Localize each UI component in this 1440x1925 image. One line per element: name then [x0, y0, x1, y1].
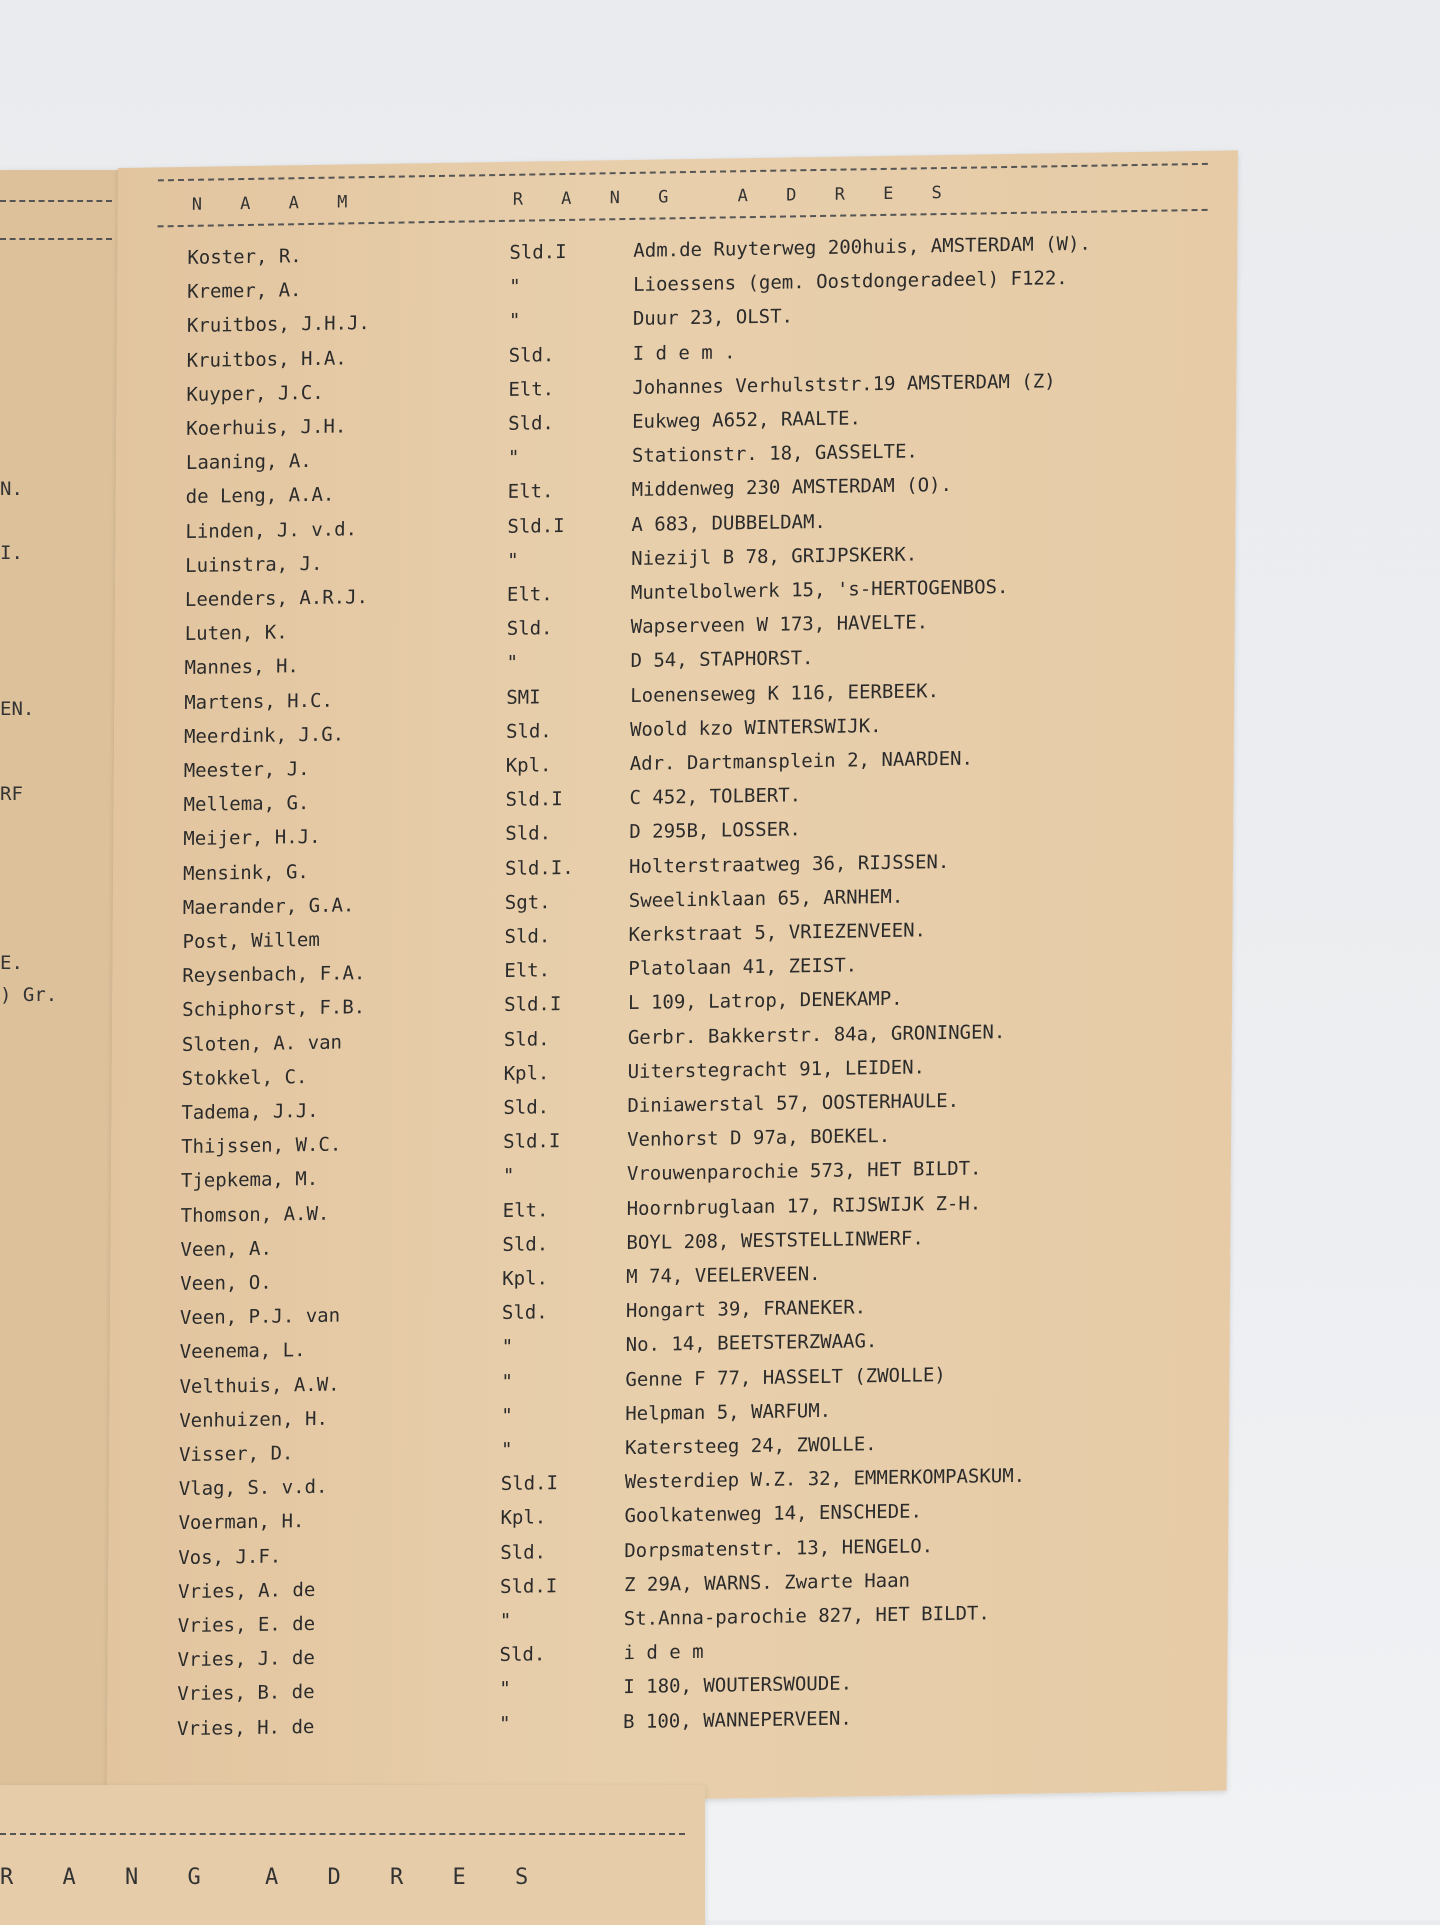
rank-cell: " [508, 310, 521, 333]
address-cell: Duur 23, OLST. [632, 305, 794, 331]
address-cell: M 74, VEELERVEEN. [626, 1262, 821, 1289]
address-cell: Z 29A, WARNS. Zwarte Haan [623, 1569, 911, 1596]
address-cell: Platolaan 41, ZEIST. [628, 954, 858, 981]
address-cell: C 452, TOLBERT. [629, 784, 802, 810]
address-cell: Adr. Dartmansplein 2, NAARDEN. [629, 747, 974, 775]
address-cell: Holterstraatweg 36, RIJSSEN. [628, 850, 950, 878]
rank-cell: " [501, 1336, 514, 1359]
address-cell: Adm.de Ruyterweg 200huis, AMSTERDAM (W). [633, 232, 1091, 262]
rank-cell: " [506, 652, 519, 675]
address-cell: D 54, STAPHORST. [630, 647, 814, 673]
address-cell: Hoornbruglaan 17, RIJSWIJK Z-H. [626, 1192, 982, 1220]
address-cell: St.Anna-parochie 827, HET BILDT. [623, 1602, 990, 1631]
left-paper-sheet [0, 170, 122, 1810]
rank-cell: Sld.I [504, 993, 562, 1017]
rank-cell: " [501, 1370, 514, 1393]
rank-cell: Sld. [505, 719, 552, 743]
address-cell: I d e m . [632, 340, 736, 365]
name-cell: Kremer, A. [187, 279, 302, 304]
name-cell: Martens, H.C. [184, 689, 334, 714]
address-cell: Katersteeg 24, ZWOLLE. [624, 1433, 877, 1460]
left-fragment: E. [0, 952, 23, 974]
name-cell: Vries, H. de [177, 1715, 315, 1740]
name-cell: Visser, D. [178, 1442, 294, 1467]
address-cell: Loenenseweg K 116, EERBEEK. [630, 679, 940, 707]
name-cell: Vries, B. de [177, 1681, 315, 1706]
rank-cell: Sld.I [499, 1574, 558, 1598]
left-fragment: ) Gr. [0, 984, 58, 1006]
address-cell: Dorpsmatenstr. 13, HENGELO. [624, 1534, 934, 1562]
name-cell: Meijer, H.J. [183, 826, 321, 851]
name-cell: de Leng, A.A. [185, 483, 335, 509]
rank-cell: Sld. [504, 925, 551, 948]
main-paper-sheet [107, 150, 1238, 1808]
rank-cell: Sld. [506, 617, 553, 641]
name-cell: Kruitbos, H.A. [186, 347, 347, 372]
left-fragment: RF [0, 783, 23, 805]
rank-cell: Kpl. [503, 1062, 550, 1085]
rank-cell: Sld. [499, 1643, 546, 1667]
name-cell: Stokkel, C. [181, 1065, 308, 1090]
rank-cell: Sld. [500, 1540, 547, 1564]
address-cell: B 100, WANNEPERVEEN. [623, 1707, 852, 1733]
address-cell: I 180, WOUTERSWOUDE. [623, 1672, 853, 1699]
left-sheet-rule-2 [0, 238, 112, 240]
rank-cell: " [507, 549, 519, 572]
name-cell: Luinstra, J. [185, 552, 323, 577]
address-cell: BOYL 208, WESTSTELLINWERF. [626, 1227, 924, 1254]
name-cell: Sloten, A. van [181, 1031, 343, 1056]
name-cell: Kuyper, J.C. [186, 381, 324, 406]
name-cell: Mensink, G. [182, 860, 309, 885]
address-cell: D 295B, LOSSER. [629, 818, 801, 844]
address-cell: Stationstr. 18, GASSELTE. [631, 440, 918, 468]
name-cell: Reysenbach, F.A. [182, 962, 366, 988]
name-cell: Mannes, H. [184, 655, 299, 680]
name-cell: Vries, J. de [177, 1647, 315, 1672]
name-cell: Veen, P.J. van [179, 1304, 341, 1330]
address-cell: No. 14, BEETSTERZWAAG. [625, 1330, 878, 1357]
rank-cell: Elt. [507, 480, 554, 504]
rank-cell: Elt. [504, 959, 551, 983]
header-naam: N A A M [191, 192, 362, 215]
address-cell: A 683, DUBBELDAM. [631, 510, 826, 536]
name-cell: Luten, K. [184, 621, 288, 646]
rank-cell: Sld.I [503, 1130, 561, 1154]
rank-cell: Elt. [502, 1198, 549, 1222]
left-sheet-rule [0, 200, 112, 202]
name-cell: Thomson, A.W. [180, 1202, 330, 1227]
rank-cell: Sld. [508, 343, 555, 367]
name-cell: Koster, R. [187, 245, 302, 269]
name-cell: Tjepkema, M. [180, 1168, 319, 1193]
name-cell: Meester, J. [183, 758, 310, 782]
name-cell: Linden, J. v.d. [185, 517, 358, 543]
address-cell: L 109, Latrop, DENEKAMP. [628, 988, 903, 1015]
address-cell: Goolkatenweg 14, ENSCHEDE. [624, 1500, 923, 1528]
name-cell: Post, Willem [182, 928, 320, 954]
name-cell: Maerander, G.A. [182, 894, 355, 919]
rank-cell: Elt. [506, 583, 553, 606]
address-cell: Gerbr. Bakkerstr. 84a, GRONINGEN. [627, 1020, 1006, 1049]
address-cell: Diniawerstal 57, OOSTERHAULE. [627, 1089, 960, 1118]
address-cell: Hongart 39, FRANEKER. [625, 1296, 867, 1323]
rank-cell: " [499, 1712, 511, 1735]
header-adres: A D R E S [737, 182, 956, 207]
rank-cell: Sld.I [500, 1472, 559, 1496]
rank-cell: Sld.I [507, 514, 565, 538]
rank-cell: " [501, 1404, 513, 1427]
name-cell: Vries, E. de [177, 1612, 316, 1638]
rank-cell: Sld. [503, 1096, 550, 1119]
bottom-rule [0, 1833, 685, 1835]
name-cell: Veen, A. [180, 1237, 273, 1261]
top-rule [158, 163, 1208, 181]
name-cell: Voerman, H. [178, 1510, 305, 1535]
name-cell: Vlag, S. v.d. [178, 1475, 328, 1501]
rank-cell: Kpl. [502, 1267, 549, 1290]
rank-cell: " [499, 1678, 511, 1701]
name-cell: Venhuizen, H. [179, 1407, 329, 1432]
header-rang: R A N G [512, 187, 683, 210]
name-cell: Tadema, J.J. [181, 1099, 319, 1125]
name-cell: Laaning, A. [185, 450, 312, 475]
name-cell: Koerhuis, J.H. [186, 415, 347, 440]
address-cell: Uiterstegracht 91, LEIDEN. [627, 1056, 926, 1083]
rank-cell: " [507, 446, 520, 470]
rank-cell: Kpl. [505, 754, 552, 777]
address-cell: Kerkstraat 5, VRIEZENVEEN. [628, 919, 927, 946]
rank-cell: " [509, 275, 521, 299]
address-cell: Vrouwenparochie 573, HET BILDT. [626, 1157, 982, 1186]
name-cell: Vries, A. de [177, 1578, 316, 1603]
rank-cell: " [499, 1609, 512, 1633]
rank-cell: Sgt. [504, 891, 551, 914]
rank-cell: Elt. [508, 377, 555, 401]
address-cell: Lioessens (gem. Oostdongeradeel) F122. [633, 267, 1068, 297]
left-fragment: EN. [0, 698, 35, 720]
address-cell: Woold kzo WINTERSWIJK. [629, 714, 882, 741]
rank-cell: " [502, 1165, 515, 1188]
address-cell: Wapserveen W 173, HAVELTE. [630, 611, 929, 639]
name-cell: Schiphorst, F.B. [182, 996, 366, 1022]
address-cell: Venhorst D 97a, BOEKEL. [627, 1125, 891, 1152]
rank-cell: SMI [506, 685, 541, 709]
address-cell: Muntelbolwerk 15, 's-HERTOGENBOS. [630, 576, 1009, 604]
left-fragment: N. [0, 478, 23, 500]
address-cell: Helpman 5, WARFUM. [625, 1399, 832, 1425]
rank-cell: Sld. [505, 822, 552, 846]
address-cell: Genne F 77, HASSELT (ZWOLLE) [625, 1363, 946, 1391]
rank-cell: Sld.I [505, 788, 563, 812]
name-cell: Kruitbos, J.H.J. [186, 312, 370, 338]
name-cell: Veenema, L. [179, 1339, 306, 1364]
address-cell: Westerdiep W.Z. 32, EMMERKOMPASKUM. [624, 1464, 1026, 1494]
rank-cell: " [500, 1438, 513, 1462]
rank-cell: Sld. [501, 1301, 548, 1325]
rank-cell: Kpl. [500, 1506, 547, 1530]
bottom-paper-sheet [0, 1785, 705, 1925]
address-cell: Middenweg 230 AMSTERDAM (O). [631, 474, 953, 502]
name-cell: Meerdink, J.G. [183, 723, 345, 748]
rank-cell: Sld. [502, 1233, 549, 1256]
rank-cell: Sld. [503, 1027, 550, 1051]
address-cell: Johannes Verhulststr.19 AMSTERDAM (Z) [632, 370, 1056, 399]
bottom-header-adres: A D R E S [265, 1865, 547, 1890]
rank-cell: Sld.I [509, 240, 567, 264]
rank-cell: Sld. [508, 412, 555, 435]
name-cell: Leenders, A.R.J. [184, 586, 369, 611]
bottom-header-rang: R A N G [0, 1865, 219, 1890]
name-cell: Vos, J.F. [178, 1545, 282, 1569]
rank-cell: Sld.I. [504, 856, 574, 880]
name-cell: Thijssen, W.C. [181, 1133, 342, 1159]
name-cell: Veen, O. [180, 1271, 272, 1296]
address-cell: Sweelinklaan 65, ARNHEM. [628, 885, 904, 912]
address-cell: Niezijl B 78, GRIJPSKERK. [631, 543, 918, 570]
address-cell: Eukweg A652, RAALTE. [632, 407, 862, 433]
address-cell: i d e m [623, 1641, 704, 1665]
left-fragment: I. [0, 542, 23, 564]
name-cell: Velthuis, A.W. [179, 1373, 340, 1398]
name-cell: Mellema, G. [183, 792, 310, 817]
